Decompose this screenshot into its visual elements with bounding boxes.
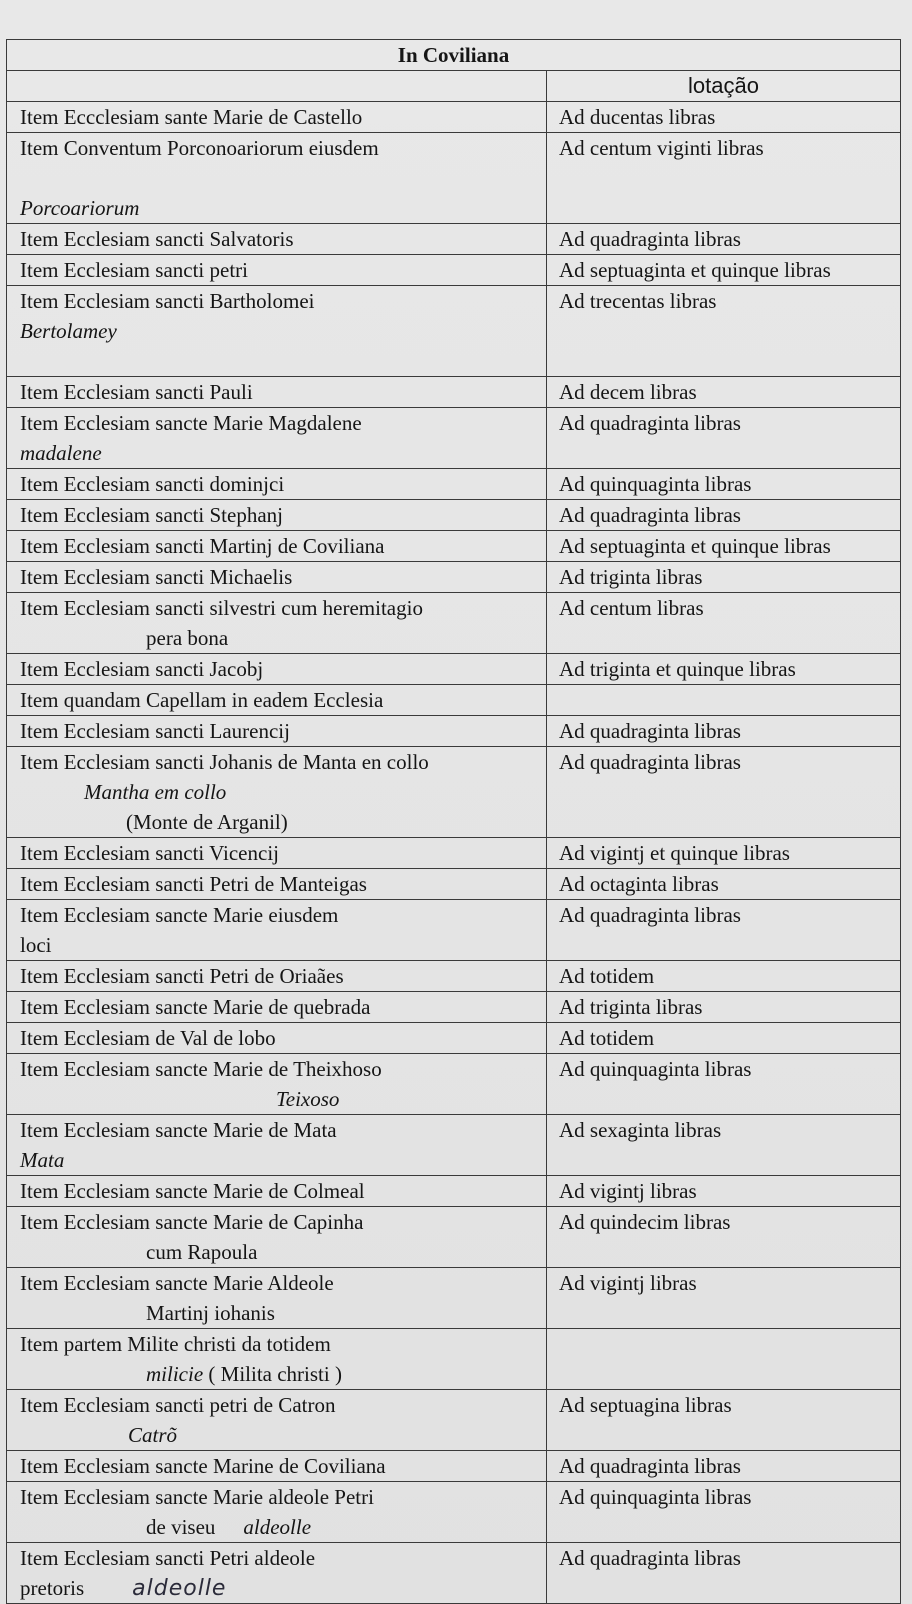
church-cell [7, 1207, 547, 1268]
table-row [7, 992, 901, 1023]
church-name: Item Ecclesiam sancti Petri de Oriaães [20, 964, 344, 988]
church-name: Item Ecclesiam de Val de lobo [20, 1026, 276, 1050]
annotation: aldeolle [243, 1515, 312, 1539]
annotation: Mantha em collo [84, 780, 227, 804]
table-row [7, 1176, 901, 1207]
continuation: loci [20, 933, 52, 957]
church-name: Item Ecclesiam sancti Petri aldeole [20, 1546, 316, 1570]
table-row [7, 593, 901, 654]
church-cell [7, 255, 547, 286]
church-name: Item Ecclesiam sancte Marie de Theixhoso [20, 1057, 382, 1081]
table-row [7, 1268, 901, 1329]
table-row [7, 408, 901, 469]
value-cell [547, 685, 901, 716]
church-cell [7, 102, 547, 133]
table-row [7, 102, 901, 133]
church-name: Item Ecclesiam sancti Salvatoris [20, 227, 294, 251]
value-cell: Ad centum viginti libras [547, 133, 901, 224]
value-cell: Ad decem libras [547, 377, 901, 408]
value-cell: Ad septuaginta et quinque libras [547, 255, 901, 286]
church-name: Item Ecclesiam sancti Martinj de Coviliana [20, 534, 385, 558]
value-cell: Ad quinquaginta libras [547, 1482, 901, 1543]
value-cell: Ad quadraginta libras [547, 1451, 901, 1482]
table-row [7, 562, 901, 593]
table-row [7, 1207, 901, 1268]
church-cell [7, 838, 547, 869]
header-left-cell [7, 71, 547, 102]
value-cell: Ad vigintj et quinque libras [547, 838, 901, 869]
continuation: cum Rapoula [146, 1240, 258, 1264]
value-cell: Ad centum libras [547, 593, 901, 654]
continuation-line [20, 1573, 546, 1603]
continuation: pera bona [146, 626, 229, 650]
annotation: Bertolamey [20, 319, 117, 343]
value-cell: Ad septuagina libras [547, 1390, 901, 1451]
annotation: madalene [20, 441, 102, 465]
value-cell: Ad septuaginta et quinque libras [547, 531, 901, 562]
value-cell: Ad quadraginta libras [547, 500, 901, 531]
church-name: Item Ecclesiam sancte Marie Magdalene [20, 411, 362, 435]
value-cell: Ad triginta libras [547, 992, 901, 1023]
church-cell [7, 1451, 547, 1482]
church-cell [7, 900, 547, 961]
table-row [7, 377, 901, 408]
church-name: Item quandam Capellam in eadem Ecclesia [20, 688, 384, 712]
table-row [7, 747, 901, 838]
value-cell: Ad quinquaginta libras [547, 1054, 901, 1115]
table-row [7, 961, 901, 992]
table-row [7, 1390, 901, 1451]
value-cell: Ad triginta libras [547, 562, 901, 593]
table-row [7, 869, 901, 900]
church-name: Item Ecclesiam sancti Pauli [20, 380, 253, 404]
annotation: Teixoso [276, 1087, 340, 1111]
church-name: Item Ecclesiam sancti Johanis de Manta en collo [20, 750, 429, 774]
table-row [7, 1054, 901, 1115]
church-cell [7, 747, 547, 838]
church-cell [7, 1176, 547, 1207]
annotation: Porcoariorum [20, 196, 140, 220]
annotation-extra: (Monte de Arganil) [126, 810, 288, 834]
value-cell: Ad sexaginta libras [547, 1115, 901, 1176]
value-cell: Ad vigintj libras [547, 1176, 901, 1207]
value-cell: Ad totidem [547, 1023, 901, 1054]
value-cell: Ad quadraginta libras [547, 900, 901, 961]
church-cell [7, 1390, 547, 1451]
table-row [7, 1329, 901, 1390]
church-name: Item Eccclesiam sante Marie de Castello [20, 105, 363, 129]
annotation-line [20, 1359, 546, 1389]
continuation: de viseu [146, 1515, 216, 1539]
church-name: Item Ecclesiam sancti petri de Catron [20, 1393, 336, 1417]
church-cell [7, 224, 547, 255]
church-cell [7, 869, 547, 900]
church-name: Item Ecclesiam sancte Marie de quebrada [20, 995, 371, 1019]
value-cell: Ad quindecim libras [547, 1207, 901, 1268]
church-valuation-table [6, 39, 901, 1604]
church-name: Item Ecclesiam sancte Marie de Mata [20, 1118, 337, 1142]
table-row [7, 1482, 901, 1543]
church-cell [7, 531, 547, 562]
table-row [7, 500, 901, 531]
church-cell [7, 408, 547, 469]
header-row [7, 71, 901, 102]
table-row [7, 1543, 901, 1604]
value-cell: Ad ducentas libras [547, 102, 901, 133]
church-name: Item Ecclesiam sancti Laurencij [20, 719, 290, 743]
value-cell: Ad quadraginta libras [547, 1543, 901, 1604]
church-cell [7, 1268, 547, 1329]
church-cell [7, 286, 547, 377]
church-name: Item Ecclesiam sancte Marie de Capinha [20, 1210, 364, 1234]
church-cell [7, 1329, 547, 1390]
church-name: Item Ecclesiam sancti Vicencij [20, 841, 279, 865]
value-cell: Ad quadraginta libras [547, 747, 901, 838]
annotation: Mata [20, 1148, 65, 1172]
table-row [7, 1115, 901, 1176]
continuation-line [20, 1512, 546, 1542]
table-row [7, 255, 901, 286]
annotation: milicie [146, 1362, 204, 1386]
church-cell [7, 133, 547, 224]
table-row [7, 900, 901, 961]
table-row [7, 286, 901, 377]
title-row [7, 40, 901, 71]
value-cell: Ad vigintj libras [547, 1268, 901, 1329]
continuation: pretoris [20, 1576, 85, 1600]
church-cell [7, 1543, 547, 1604]
church-cell [7, 961, 547, 992]
church-cell [7, 377, 547, 408]
church-name: Item Ecclesiam sancte Marine de Coviliana [20, 1454, 386, 1478]
value-cell: Ad totidem [547, 961, 901, 992]
table-row [7, 838, 901, 869]
table-row [7, 1451, 901, 1482]
table-row [7, 531, 901, 562]
church-cell [7, 654, 547, 685]
value-cell: Ad triginta et quinque libras [547, 654, 901, 685]
church-name: Item Ecclesiam sancti silvestri cum heremitagio [20, 596, 423, 620]
church-name: Item Ecclesiam sancti Stephanj [20, 503, 283, 527]
church-cell [7, 992, 547, 1023]
table-row [7, 133, 901, 224]
church-cell [7, 1023, 547, 1054]
church-cell [7, 1482, 547, 1543]
church-cell [7, 500, 547, 531]
table-row [7, 469, 901, 500]
value-cell: Ad quadraginta libras [547, 224, 901, 255]
header-lotacao: lotação [547, 71, 901, 102]
table-row [7, 654, 901, 685]
church-name: Item partem Milite christi da totidem [20, 1332, 331, 1356]
church-name: Item Ecclesiam sancte Marie eiusdem [20, 903, 339, 927]
annotation-suffix: ( Milita christi ) [203, 1362, 342, 1386]
table-row [7, 1023, 901, 1054]
table-row [7, 685, 901, 716]
table-row [7, 716, 901, 747]
church-name: Item Ecclesiam sancti dominjci [20, 472, 285, 496]
annotation: Catrõ [128, 1423, 178, 1447]
church-cell [7, 685, 547, 716]
church-cell [7, 716, 547, 747]
table-row [7, 224, 901, 255]
church-name: Item Ecclesiam sancti petri [20, 258, 248, 282]
value-cell: Ad octaginta libras [547, 869, 901, 900]
church-name: Item Ecclesiam sancte Marie Aldeole [20, 1271, 334, 1295]
church-name: Item Ecclesiam sancti Bartholomei [20, 289, 315, 313]
blank-line [20, 346, 546, 376]
church-cell [7, 1054, 547, 1115]
value-cell: Ad quinquaginta libras [547, 469, 901, 500]
value-cell: Ad quadraginta libras [547, 716, 901, 747]
church-name: Item Ecclesiam sancti Jacobj [20, 657, 264, 681]
value-cell [547, 1329, 901, 1390]
value-cell: Ad trecentas libras [547, 286, 901, 377]
church-cell [7, 1115, 547, 1176]
church-cell [7, 469, 547, 500]
continuation: Martinj iohanis [146, 1301, 275, 1325]
church-cell [7, 562, 547, 593]
church-name: Item Ecclesiam sancti Petri de Manteigas [20, 872, 367, 896]
church-cell [7, 593, 547, 654]
blank-line [20, 163, 546, 193]
handwritten-note: aldeolle [132, 1576, 227, 1601]
church-name: Item Ecclesiam sancti Michaelis [20, 565, 293, 589]
church-name: Item Ecclesiam sancte Marie de Colmeal [20, 1179, 365, 1203]
table-title: In Coviliana [7, 40, 901, 71]
church-name: Item Conventum Porconoariorum eiusdem [20, 136, 379, 160]
value-cell: Ad quadraginta libras [547, 408, 901, 469]
church-name: Item Ecclesiam sancte Marie aldeole Petri [20, 1485, 374, 1509]
